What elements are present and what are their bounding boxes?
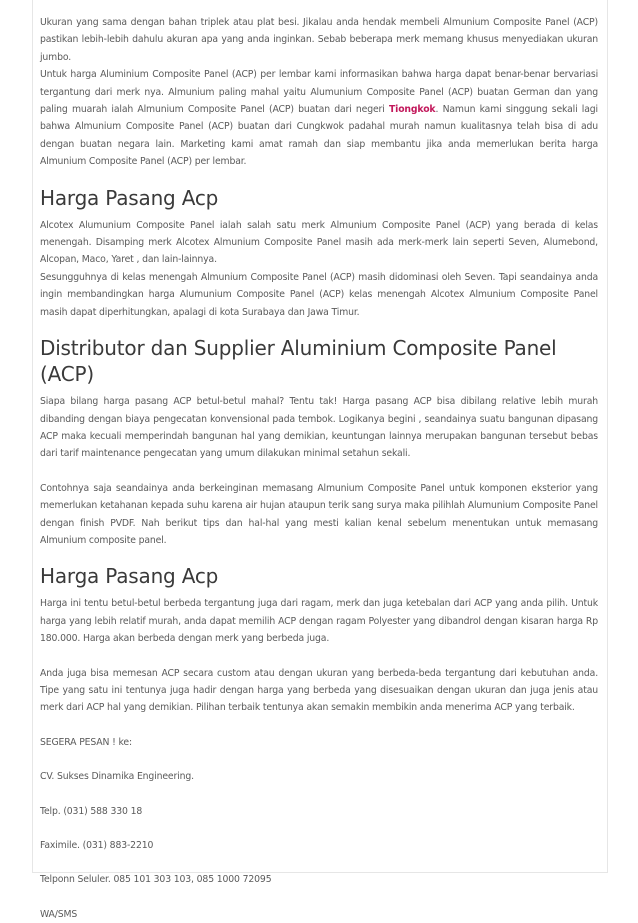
mobile-number: Telponn Seluler. 085 101 303 103, 085 1000 72095	[40, 874, 272, 886]
fax-number: Faximile. (031) 883-2210	[40, 840, 154, 851]
intro-paragraph-price	[40, 66, 598, 170]
wa-sms-label: WA/SMS	[40, 908, 78, 920]
section-heading-harga-pasang-2: Harga Pasang Acp	[40, 564, 219, 589]
paragraph-pvdf: Contohnya saja seandainya anda berkeinginan memasang Almunium Composite Panel untuk komponen eksterior yang memerlukan ketahanan kepada suhu karena air hujan ataupun terik sang surya maka pilihlah Alumunium Composite Panel dengan finish PVDF. Nah berikut tips dan hal-hal yang mesti kalian kenal sebelum menentukan untuk memasang Almunium composite panel.	[40, 482, 598, 546]
tiongkok-link[interactable]: Tiongkok	[388, 104, 436, 116]
paragraph-custom: Anda juga bisa memesan ACP secara custom atau dengan ukuran yang berbeda-beda tergantung dari kebutuhan anda. Tipe yang satu ini tentunya juga hadir dengan harga yang berbeda yang disesuaikan dengan ukuran dan juga jenis atau merk dari ACP hal yang demikian. Pilihan terbaik tentunya akan semakin membikin anda menerima ACP yang terbaik.	[40, 667, 598, 714]
article-body	[40, 14, 598, 923]
phone-number: Telp. (031) 588 330 18	[40, 805, 143, 817]
paragraph-polyester: Harga ini tentu betul-betul berbeda tergantung juga dari ragam, merk dan juga ketebalan dari ACP yang anda pilih. Untuk harga yang lebih relatif murah, anda dapat memilih ACP dengan ragam Polyester yang dibandrol dengan kisaran harga Rp 180.000. Harga akan berbeda dengan merk yang berbeda juga.	[40, 598, 598, 645]
company-name: CV. Sukses Dinamika Engineering.	[40, 771, 194, 783]
section-heading-distributor: Distributor dan Supplier Aluminium Composite Panel (ACP)	[40, 336, 557, 387]
paragraph-harga-murah: Siapa bilang harga pasang ACP betul-betul mahal? Tentu tak! Harga pasang ACP bisa dibilang relative lebih murah dibanding dengan biaya pengecatan konvensional pada tembok. Logikanya begini , seandainya suatu bangunan dipasang ACP maka kecuali memperindah bangunan hal yang demikian, keuntungan lainnya merupakan bangunan tersebut bebas dari tarif maintenance pengecatan yang umum dilakukan minimal setahun sekali.	[40, 396, 598, 460]
paragraph-seven: Sesungguhnya di kelas menengah Almunium Composite Panel (ACP) masih didominasi oleh Seven. Tapi seandainya anda ingin membandingkan harga Alumunium Composite Panel (ACP) kelas menengah Alcotex Almunium Composite Panel masih dapat diperhitungkan, apalagi di kota Surabaya dan Jawa Timur.	[40, 271, 598, 318]
intro-paragraph: Ukuran yang sama dengan bahan triplek atau plat besi. Jikalau anda hendak membeli Almunium Composite Panel (ACP) pastikan lebih-lebih dahulu akuran apa yang anda inginkan. Sebab beberapa merk memang khusus menyediakan ukuran jumbo.	[40, 17, 598, 63]
order-line: SEGERA PESAN ! ke:	[40, 736, 132, 748]
section-heading-harga-pasang: Harga Pasang Acp	[40, 185, 219, 210]
intro-text-continued: . Namun kami singgung sekali lagi bahwa Almunium Composite Panel (ACP) buatan dari Cungkwok padahal murah namun kualitasnya telah bisa di adu dengan buatan negara lain. Marketing kami amat ramah dan siap membantu jika anda memerlukan berita harga Almunium Composite Panel (ACP) per lembar.	[40, 104, 598, 168]
paragraph-alcotex: Alcotex Alumunium Composite Panel ialah salah satu merk Almunium Composite Panel (ACP) yang berada di kelas menengah. Disamping merk Alcotex Almunium Composite Panel masih ada merk-merk lain seperti Seven, Alumebond, Alcopan, Maco, Yaret , dan lain-lainnya.	[40, 219, 598, 266]
intro-text: Untuk harga Aluminium Composite Panel (ACP) per lembar kami informasikan bahwa harga dapat benar-benar bervariasi tergantung dari merk nya. Almunium paling mahal yaitu Alumunium Composite Panel (ACP) buatan German dan yang paling muarah ialah Almunium Composite Panel (ACP) buatan dari negeri	[40, 69, 598, 116]
